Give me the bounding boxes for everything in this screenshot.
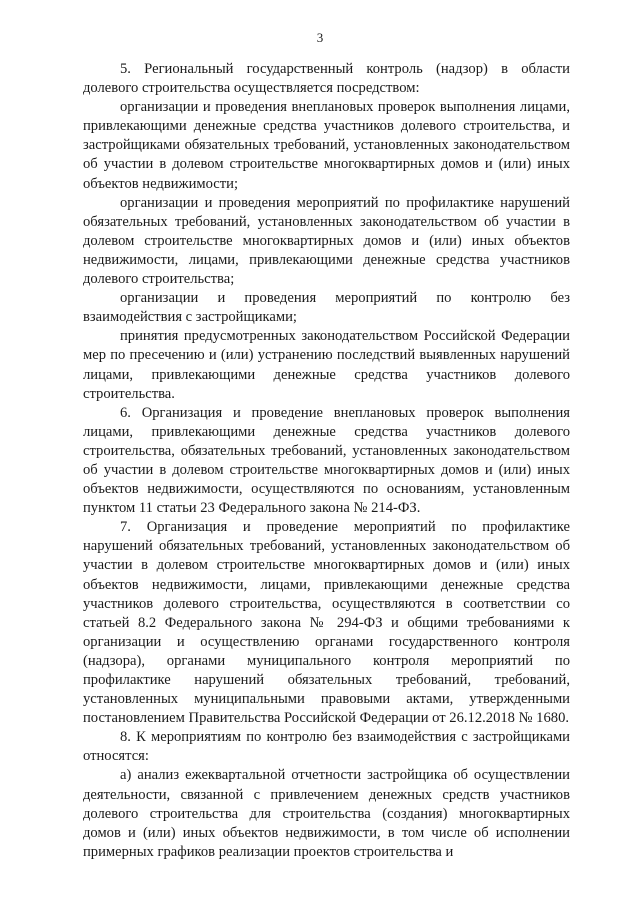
paragraph-8: 8. К мероприятиям по контролю без взаимодействия с застройщиками относятся:: [83, 729, 570, 765]
paragraph-8-item-a: а) анализ ежеквартальной отчетности застройщика об осуществлении деятельности, связанной с привлечением денежных средств участников долевого строительства для строительства (создания) многоквартирных домов и (или) иных объектов недвижимости, в том числе об исполнении примерных графиков реализации проектов строительства и: [83, 767, 570, 860]
paragraph-6: 6. Организация и проведение внеплановых проверок выполнения лицами, привлекающими денежные средства участников долевого строительства, обязательных требований, установленных законодательством об участии в долевом строительстве многоквартирных домов и (или) иных объектов недвижимости, осуществляются по основаниям, установленным пунктом 11 статьи 23 Федерального закона № 214-ФЗ.: [83, 404, 570, 517]
paragraph-7: 7. Организация и проведение мероприятий по профилактике нарушений обязательных требований, установленных законодательством об участии в долевом строительстве многоквартирных домов и (или) иных объектов недвижимости, лицами, привлекающими денежные средства участников долевого строительства, осуществляются в соответствии со статьей 8.2 Федерального закона № 294-ФЗ и общими требованиями к организации и осуществлению органами государственного контроля (надзора), органами муниципального контроля мероприятий по профилактике нарушений обязательных требований, требований, установленных муниципальными правовыми актами, утвержденными постановлением Правительства Российской Федерации от 26.12.2018 № 1680.: [83, 519, 570, 727]
page-number: 3: [316, 30, 324, 45]
list-item-suppression-measures: принятия предусмотренных законодательством Российской Федерации мер по пресечению и (или) устранению последствий выявленных нарушений лицами, привлекающими денежные средства участников долевого строительства.: [83, 328, 570, 402]
paragraph-5-intro: 5. Региональный государственный контроль (надзор) в области долевого строительства осуществляется посредством:: [83, 61, 570, 97]
list-item-prevention-measures: организации и проведения мероприятий по профилактике нарушений обязательных требований, установленных законодательством об участии в долевом строительстве многоквартирных домов и (или) иных объектов недвижимости, лицами, привлекающими денежные средства участников долевого строительства;: [83, 194, 570, 288]
list-item-unscheduled-inspections: организации и проведения внеплановых проверок выполнения лицами, привлекающими денежные средства участников долевого строительства, и застройщиками обязательных требований, установленных законодательством об участии в долевом строительстве многоквартирных домов и (или) иных объектов недвижимости;: [83, 99, 570, 192]
list-item-control-without-interaction: организации и проведения мероприятий по контролю без взаимодействия с застройщиками;: [83, 290, 570, 326]
document-body: [83, 60, 570, 862]
